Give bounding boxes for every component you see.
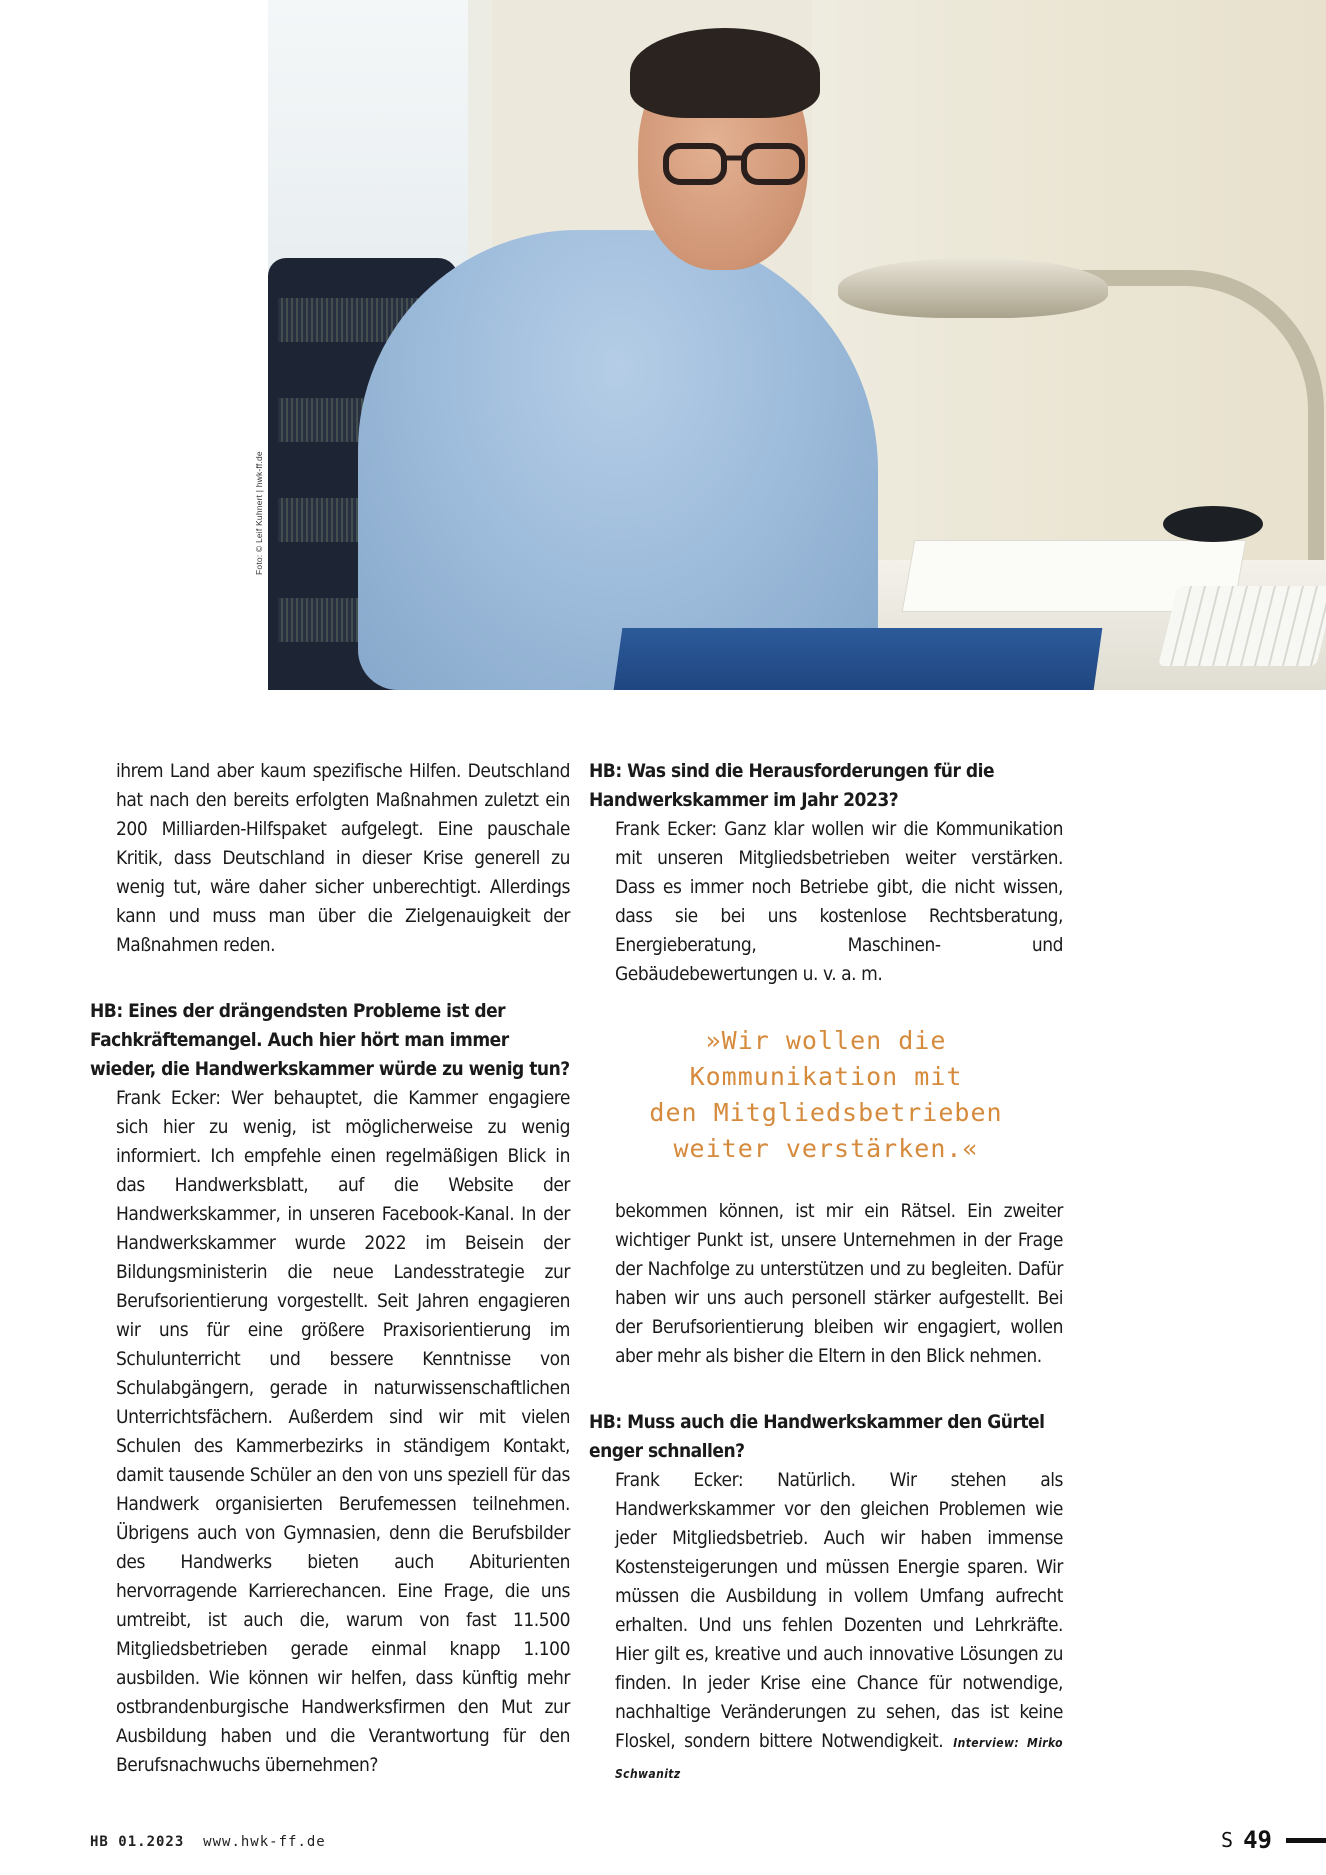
footer-page-prefix: S	[1221, 1828, 1234, 1852]
footer-issue-line	[90, 1834, 326, 1850]
question-herausforderungen: HB: Was sind die Herausforderungen für die Handwerkskammer im Jahr 2023?	[589, 760, 995, 811]
question-guertel: HB: Muss auch die Handwerkskammer den Gürtel enger schnallen?	[589, 1411, 1045, 1462]
photo-person-hair	[630, 28, 820, 118]
photo-keyboard	[1158, 586, 1326, 666]
photo-speaker	[1163, 506, 1263, 542]
pull-quote-line: den Mitgliedsbetrieben	[649, 1098, 1003, 1127]
byline: Interview: Mirko Schwanitz	[615, 1736, 1063, 1781]
pull-quote-line: weiter verstärken.«	[673, 1134, 979, 1163]
question-fachkraeftemangel: HB: Eines der drängendsten Probleme ist der Fachkräftemangel. Auch hier hört man immer wieder, die Handwerkskammer würde zu wenig tun?	[90, 1000, 570, 1080]
footer-page-number: 49	[1243, 1826, 1272, 1854]
photo-glasses	[660, 140, 810, 188]
footer-issue: HB 01.2023	[90, 1834, 185, 1850]
answer-fachkraeftemangel: Frank Ecker: Wer behauptet, die Kammer engagiere sich hier zu wenig, ist möglicherweise zu wenig informiert. Ich empfehle einen regelmäßigen Blick in das Handwerksblatt, auf die Website der Handwerkskammer, in unseren Facebook-Kanal. In der Handwerkskammer wurde 2022 im Beisein der Bildungsministerin die neue Landesstrategie zur Berufsorientierung vorgestellt. Seit Jahren engagieren wir uns für eine größere Praxisorientierung im Schulunterricht und bessere Kenntnisse von Schulabgängern, gerade in naturwissenschaftlichen Unterrichtsfächern. Außerdem sind wir mit vielen Schulen des Kammerbezirks in ständigem Kontakt, damit tausende Schüler an den von uns speziell für das Handwerk organisierten Berufemessen teilnehmen. Übrigens auch von Gymnasien, denn die Berufsbilder des Handwerks bieten auch Abiturienten hervorragende Karrierechancen. Eine Frage, die uns umtreibt, ist auch die, warum von fast 11.500 Mitgliedsbetrieben gerade einmal knapp 1.100 ausbilden. Wie können wir helfen, dass künftig mehr ostbrandenburgische Handwerksfirmen den Mut zur Ausbildung haben und die Verantwortung für den Berufsnachwuchs übernehmen?	[116, 1087, 570, 1776]
photo-person-shirt	[358, 230, 878, 690]
answer-herausforderungen: Frank Ecker: Ganz klar wollen wir die Kommunikation mit unseren Mitgliedsbetrieben weiter verstärken. Dass es immer noch Betriebe gibt, die nicht wissen, dass sie bei uns kostenlose Rechtsberatung, Energieberatung, Maschinen- und Gebäudebewertungen u. v. a. m.	[615, 818, 1063, 985]
footer-url: www.hwk-ff.de	[203, 1834, 326, 1850]
right-column	[589, 757, 1063, 1789]
answer-guertel-text: Frank Ecker: Natürlich. Wir stehen als Handwerkskammer vor den gleichen Problemen wie jeder Mitgliedsbetrieb. Auch wir haben immense Kostensteigerungen und müssen Energie sparen. Wir müssen die Ausbildung in vollem Umfang aufrecht erhalten. Und uns fehlen Dozenten und Lehrkräfte. Hier gilt es, kreative und auch innovative Lösungen zu finden. In jeder Krise eine Chance für notwendige, nachhaltige Veränderungen zu sehen, das ist keine Floskel, sondern bittere Notwendigkeit.	[615, 1469, 1063, 1752]
photo-blue-binder	[614, 628, 1103, 690]
pull-quote	[589, 1023, 1063, 1167]
answer-guertel	[589, 1466, 1063, 1789]
pull-quote-line: »Wir wollen die	[705, 1026, 947, 1055]
left-column	[90, 757, 570, 1780]
portrait-photo	[268, 0, 1326, 690]
answer-herausforderungen-continued: bekommen können, ist mir ein Rätsel. Ein zweiter wichtiger Punkt ist, unsere Unternehmen in der Frage der Nachfolge zu unterstützen und zu begleiten. Dafür haben wir uns auch personell stärker aufgestellt. Bei der Berufsorientierung bleiben wir engagiert, wollen aber mehr als bisher die Eltern in den Blick nehmen.	[615, 1200, 1063, 1367]
footer-page-bar	[1286, 1838, 1326, 1843]
photo-credit: Foto: © Leif Kuhnert | hwk-ff.de	[254, 451, 264, 575]
photo-desk-lamp-head	[838, 258, 1108, 318]
footer-page	[1221, 1826, 1326, 1854]
paragraph-intro: ihrem Land aber kaum spezifische Hilfen. Deutschland hat nach den bereits erfolgten Maßnahmen zuletzt ein 200 Milliarden-Hilfspaket aufgelegt. Eine pauschale Kritik, dass Deutschland in dieser Krise generell zu wenig tut, wäre daher sicher unberechtigt. Allerdings kann und muss man über die Zielgenauigkeit der Maßnahmen reden.	[116, 760, 570, 956]
pull-quote-line: Kommunikation mit	[689, 1062, 963, 1091]
